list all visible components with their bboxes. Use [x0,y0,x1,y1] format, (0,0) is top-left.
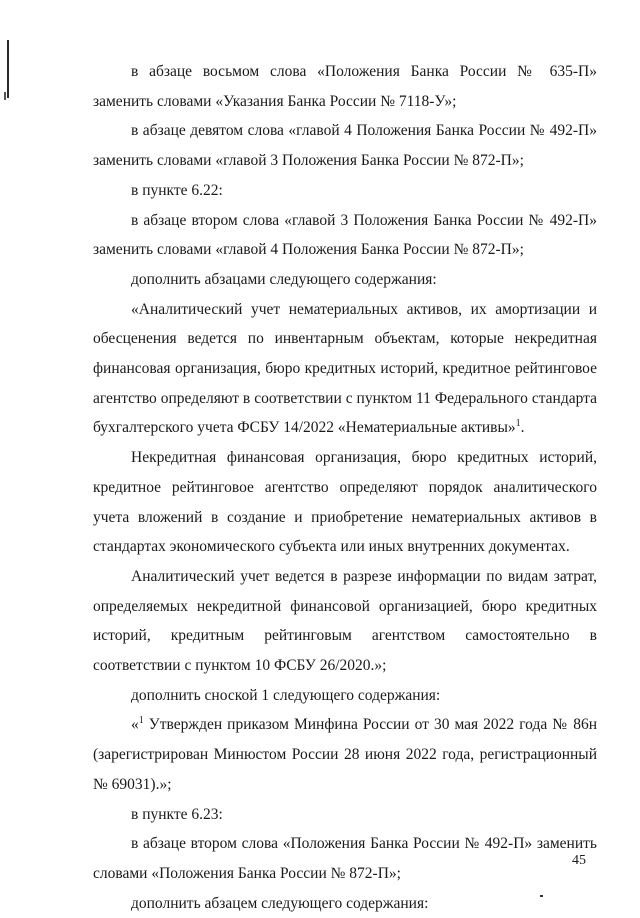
paragraph-8: Аналитический учет ведется в разрезе информации по видам затрат, определяемых некредитной финансовой организацией, бюро кредитных историй, кредитным рейтинговым агентством самостоятельно в соответствии с пунктом 10 ФСБУ 26/2020.»; [93,567,597,675]
paragraph-6: «Аналитический учет нематериальных активов, их амортизации и обесценения ведется по инвентарным объектам, которые некредитная финансовая организация, бюро кредитных историй, кредитное рейтинговое агентство определяют в соответствии с пунктом 11 Федерального стандарта бухгалтерского учета ФСБУ 14/2022 «Нематериальные активы»$^1$. [93,300,597,437]
paragraph-2: в абзаце девятом слова «главой 4 Положения Банка России № 492-П» заменить словами «главой 3 Положения Банка России № 872-П»; [93,122,597,170]
paragraph-9: дополнить сноской 1 следующего содержания: [131,686,441,704]
paragraph-13: дополнить абзацем следующего содержания: [131,894,429,912]
paragraph-5: дополнить абзацами следующего содержания: [131,270,437,288]
scan-dot [540,895,543,897]
paragraph-3: в пункте 6.22: [131,181,223,199]
paragraph-7: Некредитная финансовая организация, бюро кредитных историй, кредитное рейтинговое агентство определяют порядок аналитического учета вложений в создание и приобретение нематериальных активов в стандартах экономического субъекта или иных внутренних документах. [93,449,597,556]
footnote-mark-1: 1 [138,715,144,727]
paragraph-11: в пункте 6.23: [131,805,223,823]
paragraph-12: в абзаце втором слова «Положения Банка России № 492-П» заменить словами «Положения Банка России № 872-П»; [93,835,597,882]
paragraph-10-footnote: «$^1$ Утвержден приказом Минфина России от 30 мая 2022 года № 86н (зарегистрирован Минюстом России 28 июня 2022 года, регистрационный № 69031).»; [93,715,597,793]
paragraph-4: в абзаце втором слова «главой 3 Положения Банка России № 492-П» заменить словами «главой 4 Положения Банка России № 872-П»; [93,211,597,259]
paragraph-1: в абзаце восьмом слова «Положения Банка России № 635-П» заменить словами «Указания Банка России № 7118-У»; [93,63,597,110]
page-number: 45 [572,853,586,868]
scan-edge-mark [7,40,9,98]
scan-edge-mark-small [4,92,6,100]
document-body [93,57,597,918]
footnote-ref-1: 1 [515,418,521,430]
